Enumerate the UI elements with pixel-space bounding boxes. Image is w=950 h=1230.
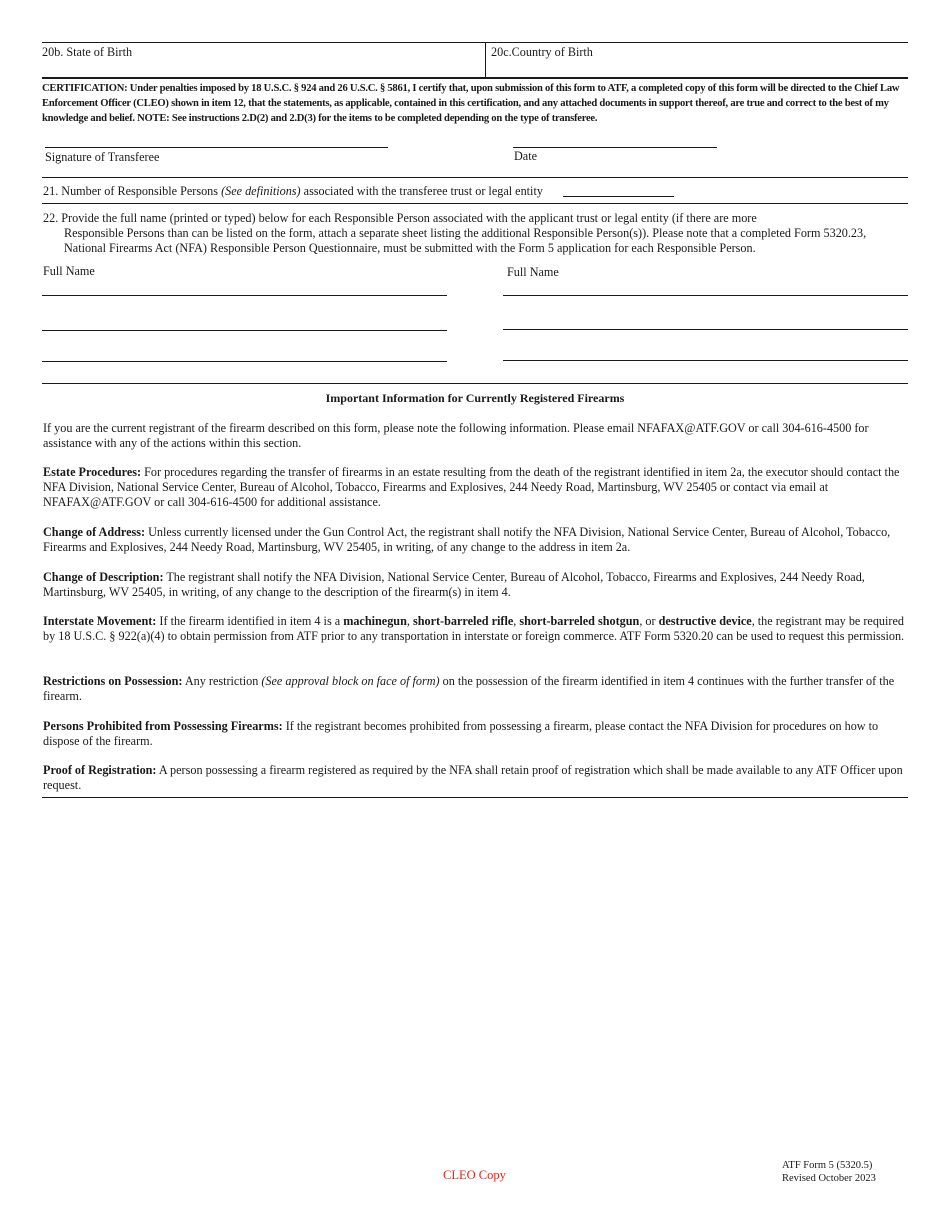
interstate-movement — [43, 614, 905, 644]
divider-21 — [42, 177, 908, 178]
address-heading: Change of Address: — [43, 525, 146, 539]
interstate-machinegun: machinegun — [343, 614, 407, 628]
restrictions-heading: Restrictions on Possession: — [43, 674, 183, 688]
item21-label — [43, 184, 543, 199]
full-name-input-1[interactable] — [42, 295, 447, 296]
full-name-label-right: Full Name — [507, 265, 559, 279]
proof-of-registration — [43, 763, 905, 793]
item22-line1: 22. Provide the full name (printed or typed) below for each Responsible Person associated with the applicant trust or legal entity (if there are more — [43, 211, 757, 225]
interstate-sbs: short-barreled shotgun — [519, 614, 640, 628]
change-of-description — [43, 570, 905, 600]
full-name-input-4[interactable] — [503, 329, 908, 330]
cert-top-border — [42, 77, 908, 79]
estate-body: For procedures regarding the transfer of firearms in an estate resulting from the death of the registrant identified in item 2a, the executor should contact the NFA Division, National Service Center, Bureau of Alcohol, Tobacco, Firearms and Explosives, 244 Needy Road, Martinsburg, WV 25405 or contact via email at NFAFAX@ATF.GOV or call 304-616-4500 for additional assistance. — [43, 465, 900, 509]
signature-input[interactable] — [45, 147, 388, 148]
cleo-copy-label: CLEO Copy — [443, 1168, 506, 1182]
signature-label: Signature of Transferee — [45, 150, 160, 164]
restrictions-text-b: on the possession of the firearm identified in item 4 continues with the further transfer of the firearm. — [43, 674, 895, 703]
proof-heading: Proof of Registration: — [43, 763, 157, 777]
address-body: Unless currently licensed under the Gun Control Act, the registrant shall notify the NFA Division, National Service Center, Bureau of Alcohol, Tobacco, Firearms and Explosives, 244 Needy Road, Martinsburg, WV 25405, in writing, of any change to the address in item 2a. — [43, 525, 891, 554]
description-body: The registrant shall notify the NFA Division, National Service Center, Bureau of Alcohol, Tobacco, Firearms and Explosives, 244 Needy Road, Martinsburg, WV 25405, in writing, of any change to the description of the firearm(s) in item 4. — [43, 570, 865, 599]
interstate-heading: Interstate Movement: — [43, 614, 157, 628]
revised-date: Revised October 2023 — [782, 1173, 876, 1184]
interstate-sep-1: , — [406, 614, 413, 628]
date-input[interactable] — [513, 147, 717, 148]
interstate-text-c: , the registrant may be required by 18 U.S.C. § 922(a)(4) to obtain permission from ATF prior to any transportation in interstate or foreign commerce. ATF Form 5320.20 can be used to request this permission. — [43, 614, 905, 643]
description-heading: Change of Description: — [43, 570, 164, 584]
item22-line3: National Firearms Act (NFA) Responsible Person Questionnaire, must be submitted with the Form 5 application for each Responsible Person. — [64, 241, 756, 255]
country-of-birth-field[interactable] — [486, 42, 908, 77]
state-of-birth-label: 20b. State of Birth — [42, 45, 133, 59]
change-of-address — [43, 525, 905, 555]
prohibited-heading: Persons Prohibited from Possessing Firearms: — [43, 719, 283, 733]
info-title: Important Information for Currently Registered Firearms — [325, 391, 625, 405]
item21-italic: (See definitions) — [221, 184, 301, 198]
full-name-input-3[interactable] — [42, 330, 447, 331]
persons-prohibited — [43, 719, 905, 749]
certification-text: CERTIFICATION: Under penalties imposed by 18 U.S.C. § 924 and 26 U.S.C. § 5861, I certify that, upon submission of this form to ATF, a completed copy of this form will be directed to the Chief Law Enforcement Officer (CLEO) shown in item 12, that the statements, as applicable, contained in this certification, and any attached documents in support thereof, are true and correct to the best of my knowledge and belief. NOTE: See instructions 2.D(2) and 2.D(3) for the items to be completed depending on the type of transferee. — [42, 83, 900, 124]
responsible-persons-count-input[interactable] — [563, 196, 674, 197]
divider-22 — [42, 203, 908, 204]
interstate-dd: destructive device — [658, 614, 752, 628]
full-name-label-left: Full Name — [43, 264, 95, 278]
info-top-border — [42, 383, 908, 384]
restrictions-on-possession — [43, 674, 905, 704]
restrictions-italic: (See approval block on face of form) — [261, 674, 440, 688]
info-intro: If you are the current registrant of the firearm described on this form, please note the following information. Please email NFAFAX@ATF.GOV or call 304-616-4500 for assistance with any of the actions within this section. — [43, 421, 869, 450]
interstate-sep-3: , or — [639, 614, 659, 628]
interstate-sep-2: , — [513, 614, 520, 628]
full-name-input-5[interactable] — [42, 361, 447, 362]
state-of-birth-field[interactable] — [42, 42, 485, 77]
interstate-text-a: If the firearm identified in item 4 is a — [156, 614, 344, 628]
full-name-input-6[interactable] — [503, 360, 908, 361]
estate-procedures — [43, 465, 905, 510]
item21-suffix: associated with the transferee trust or legal entity — [300, 184, 543, 198]
country-of-birth-label: 20c.Country of Birth — [491, 45, 593, 59]
form-number: ATF Form 5 (5320.5) — [782, 1160, 873, 1171]
date-label: Date — [514, 149, 538, 163]
item22-line2: Responsible Persons than can be listed on the form, attach a separate sheet listing the additional Responsible Person(s)). Please note that a completed Form 5320.23, — [64, 226, 867, 240]
item21-prefix: 21. Number of Responsible Persons — [43, 184, 222, 198]
interstate-sbr: short-barreled rifle — [412, 614, 514, 628]
proof-body: A person possessing a firearm registered as required by the NFA shall retain proof of registration which shall be made available to any ATF Officer upon request. — [43, 763, 903, 792]
info-bottom-border — [42, 797, 908, 798]
restrictions-text-a: Any restriction — [182, 674, 262, 688]
prohibited-body: If the registrant becomes prohibited from possessing a firearm, please contact the NFA Division for procedures on how to dispose of the firearm. — [43, 719, 879, 748]
full-name-input-2[interactable] — [503, 295, 908, 296]
estate-heading: Estate Procedures: — [43, 465, 142, 479]
